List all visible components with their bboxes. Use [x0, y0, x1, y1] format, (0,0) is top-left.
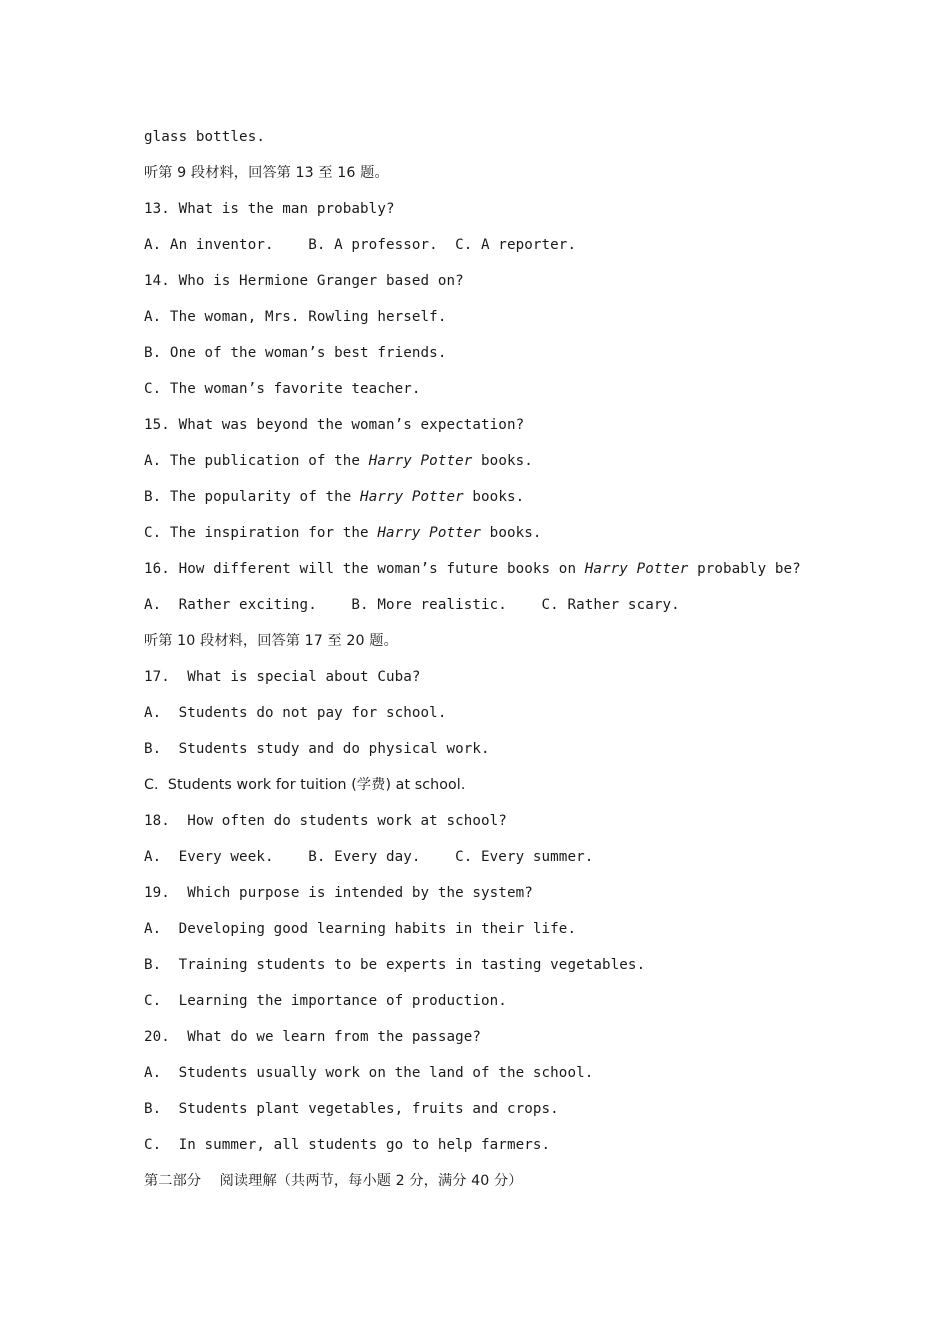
text-line	[144, 738, 904, 774]
text-segment: glass bottles.	[144, 129, 265, 145]
text-segment: 14. Who is Hermione Granger based on?	[144, 273, 464, 289]
text-segment: books.	[481, 525, 542, 541]
text-segment: A. Developing good learning habits in their life.	[144, 921, 577, 937]
text-line	[144, 846, 904, 882]
text-line	[144, 378, 904, 414]
text-segment: 16. How different will the woman’s future books on	[144, 561, 585, 577]
text-line	[144, 1170, 904, 1206]
book-title: Harry Potter	[584, 561, 689, 577]
text-segment: 第二部分 阅读理解（共两节，每小题 2 分，满分 40 分）	[144, 1173, 523, 1189]
text-line	[144, 486, 904, 522]
book-title: Harry Potter	[368, 453, 473, 469]
text-line	[144, 1098, 904, 1134]
text-segment: 20. What do we learn from the passage?	[144, 1029, 482, 1045]
text-segment: 听第 10 段材料，回答第 17 至 20 题。	[144, 633, 398, 649]
text-line	[144, 342, 904, 378]
text-line	[144, 990, 904, 1026]
text-line	[144, 1134, 904, 1170]
text-segment: 听第 9 段材料，回答第 13 至 16 题。	[144, 165, 389, 181]
text-segment: B. One of the woman’s best friends.	[144, 345, 447, 361]
text-segment: C. Learning the importance of production.	[144, 993, 507, 1009]
text-segment: C. The woman’s favorite teacher.	[144, 381, 421, 397]
text-line	[144, 666, 904, 702]
text-segment: A. Students usually work on the land of the school.	[144, 1065, 594, 1081]
text-line	[144, 810, 904, 846]
text-segment: C. The inspiration for the	[144, 525, 378, 541]
text-segment: A. The publication of the	[144, 453, 369, 469]
text-line	[144, 558, 904, 594]
text-segment: C. Students work for tuition (学费) at school.	[144, 777, 466, 793]
text-segment: A. The woman, Mrs. Rowling herself.	[144, 309, 447, 325]
document-body	[144, 126, 904, 1206]
text-line	[144, 702, 904, 738]
text-segment: B. The popularity of the	[144, 489, 361, 505]
text-segment: A. An inventor. B. A professor. C. A reporter.	[144, 237, 577, 253]
text-segment: A. Rather exciting. B. More realistic. C. Rather scary.	[144, 597, 680, 613]
text-segment: probably be?	[688, 561, 801, 577]
text-line	[144, 1026, 904, 1062]
text-segment: books.	[472, 453, 533, 469]
text-line	[144, 1062, 904, 1098]
text-segment: 18. How often do students work at school?	[144, 813, 507, 829]
book-title: Harry Potter	[377, 525, 482, 541]
text-line	[144, 414, 904, 450]
text-line	[144, 522, 904, 558]
text-segment: B. Students plant vegetables, fruits and crops.	[144, 1101, 559, 1117]
text-line	[144, 198, 904, 234]
text-segment: 17. What is special about Cuba?	[144, 669, 421, 685]
text-segment: books.	[463, 489, 525, 505]
text-segment: C. In summer, all students go to help farmers.	[144, 1137, 551, 1153]
book-title: Harry Potter	[360, 489, 464, 505]
text-segment: B. Training students to be experts in tasting vegetables.	[144, 957, 646, 973]
text-line	[144, 126, 904, 162]
text-line	[144, 882, 904, 918]
text-line	[144, 234, 904, 270]
text-line	[144, 450, 904, 486]
text-line	[144, 918, 904, 954]
text-segment: A. Every week. B. Every day. C. Every summer.	[144, 849, 594, 865]
text-segment: 13. What is the man probably?	[144, 201, 395, 217]
text-line	[144, 162, 904, 198]
text-line	[144, 954, 904, 990]
text-line	[144, 630, 904, 666]
text-segment: A. Students do not pay for school.	[144, 705, 447, 721]
text-line	[144, 270, 904, 306]
text-segment: 19. Which purpose is intended by the system?	[144, 885, 533, 901]
text-line	[144, 306, 904, 342]
text-line	[144, 774, 904, 810]
text-segment: 15. What was beyond the woman’s expectation?	[144, 417, 525, 433]
text-segment: B. Students study and do physical work.	[144, 741, 490, 757]
text-line	[144, 594, 904, 630]
